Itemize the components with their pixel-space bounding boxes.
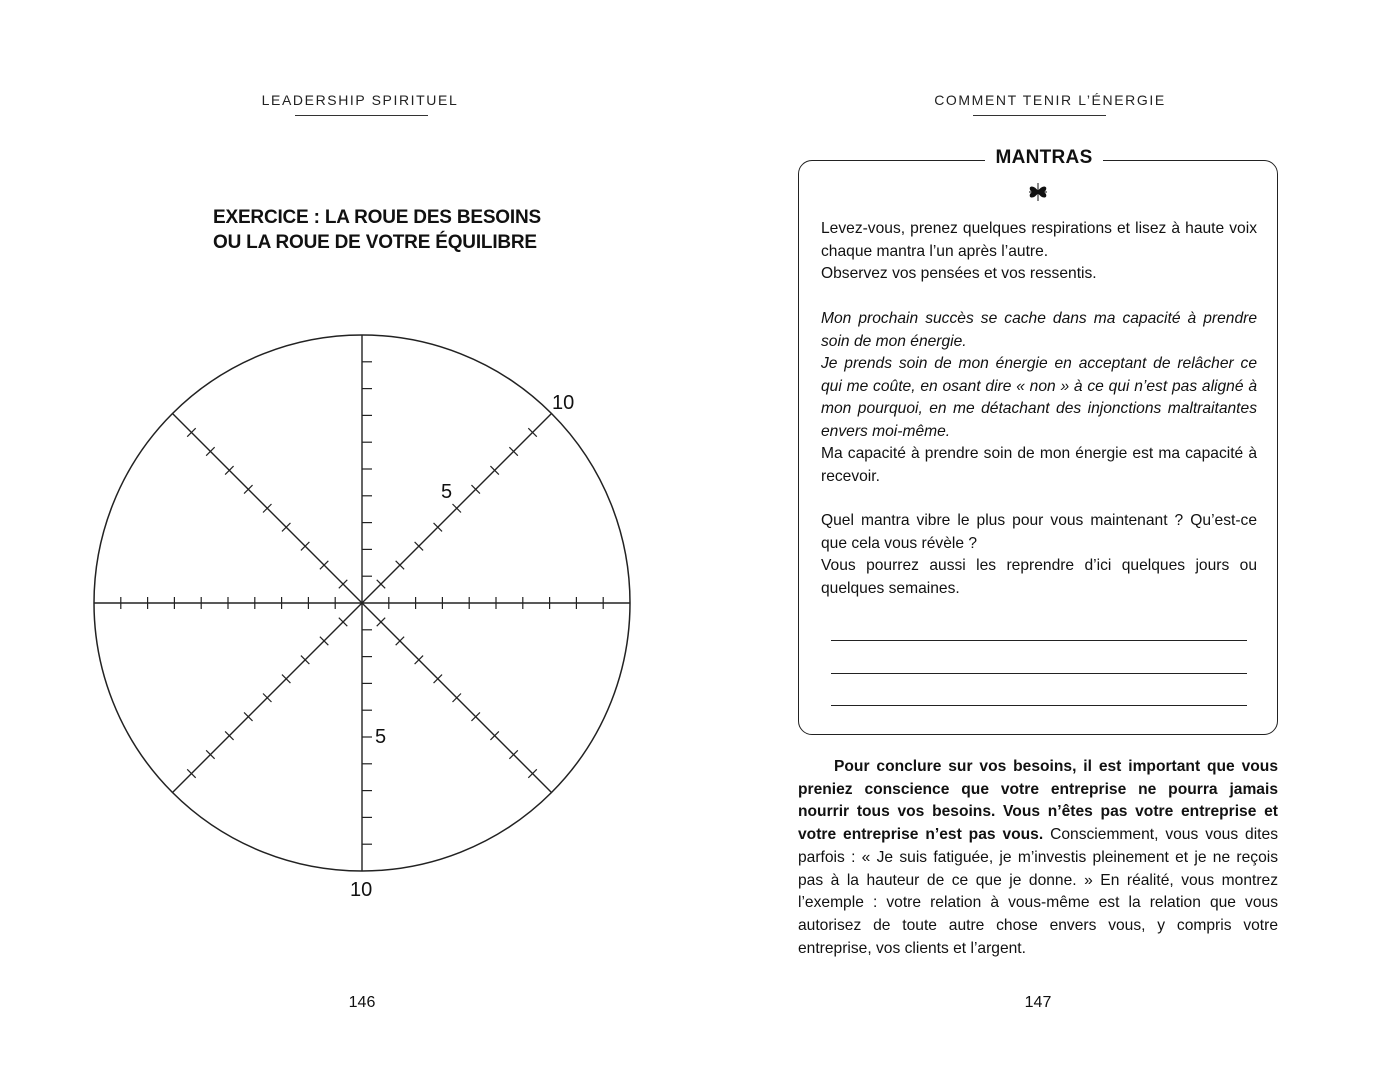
conclusion-paragraph	[798, 756, 1278, 960]
vertical-label-10: 10	[350, 879, 373, 901]
answer-line[interactable]	[831, 705, 1247, 706]
diagonal-label-5: 5	[441, 481, 453, 503]
conclusion-bold: Pour conclure sur vos besoins, il est important que vous preniez conscience que votre entreprise ne pourra jamais nourrir tous vos besoins. Vous n’êtes pas votre entreprise et votre entreprise n’est pas vous.	[798, 758, 1278, 844]
running-head-rule	[295, 115, 428, 116]
exercise-title-line-1: EXERCICE : LA ROUE DES BESOINS	[213, 207, 541, 228]
mantra-item: Mon prochain succès se cache dans ma capacité à prendre soin de mon énergie.	[821, 310, 1257, 350]
mantra-item: Je prends soin de mon énergie en acceptant de relâcher ce qui me coûte, en osant dire « non » à ce qui n’est pas aligné à mon pourquoi, en me détachant des injonctions maltraitantes envers moi-même.	[821, 355, 1257, 440]
question-paragraph: Quel mantra vibre le plus pour vous maintenant ? Qu’est-ce que cela vous révèle ?	[821, 512, 1257, 552]
exercise-title-line-2: OU LA ROUE DE VOTRE ÉQUILIBRE	[213, 232, 537, 253]
question-paragraph: Vous pourrez aussi les reprendre d’ici quelques jours ou quelques semaines.	[821, 557, 1257, 597]
mantra-statement: Ma capacité à prendre soin de mon énergie est ma capacité à recevoir.	[821, 445, 1257, 485]
intro-paragraph: Observez vos pensées et vos ressentis.	[821, 265, 1097, 282]
conclusion-regular: Consciemment, vous vous dites parfois : « Je suis fatiguée, je m’investis pleinement et je ne reçois pas à la hauteur de ce que je donne. » En réalité, vous montrez l’exemple : votre relation à vous-même est la relation que vous autorisez de toute autre chose envers vous, y compris votre entreprise, vos clients et l’argent.	[798, 826, 1278, 957]
flower-ornament-icon	[1027, 181, 1049, 203]
mantras-list	[821, 308, 1257, 488]
running-head: COMMENT TENIR L’ÉNERGIE	[934, 92, 1166, 108]
exercise-title	[213, 205, 541, 255]
mantras-title-text: MANTRAS	[985, 147, 1102, 168]
running-head: LEADERSHIP SPIRITUEL	[261, 92, 459, 108]
mantras-questions	[821, 510, 1257, 600]
mantras-title	[887, 147, 1201, 169]
mantras-intro	[821, 218, 1257, 286]
right-page	[700, 0, 1400, 1075]
vertical-label-5: 5	[375, 726, 387, 748]
running-head-rule	[973, 115, 1106, 116]
page-number: 146	[348, 994, 376, 1011]
needs-wheel-diagram	[0, 300, 700, 920]
answer-line[interactable]	[831, 640, 1247, 641]
intro-paragraph: Levez-vous, prenez quelques respirations et lisez à haute voix chaque mantra l’un après l’autre.	[821, 220, 1257, 260]
diagonal-label-10: 10	[552, 392, 575, 414]
answer-line[interactable]	[831, 673, 1247, 674]
page-number: 147	[1024, 994, 1052, 1011]
